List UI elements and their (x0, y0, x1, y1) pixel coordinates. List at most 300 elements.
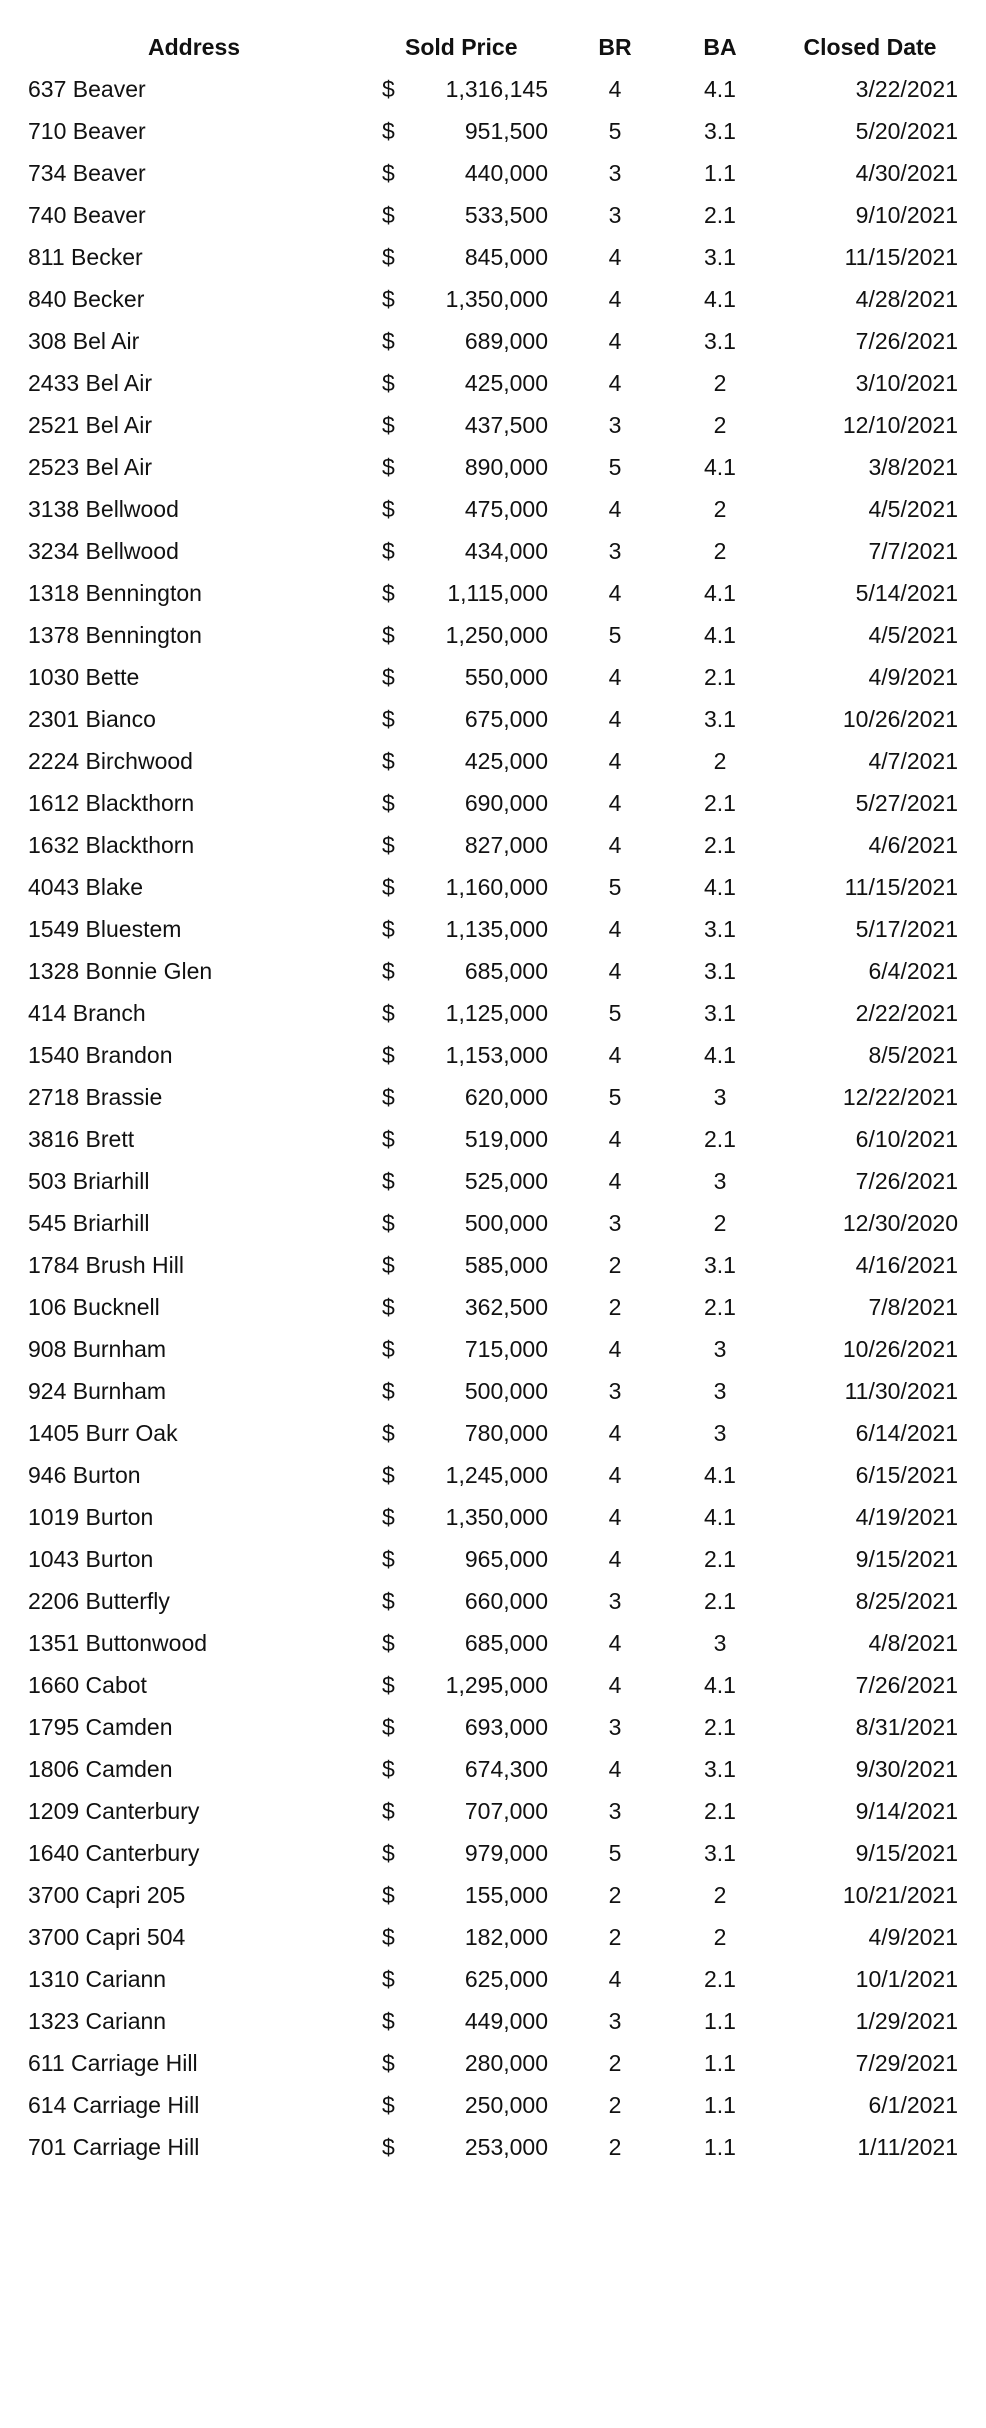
currency-symbol: $ (382, 202, 395, 228)
closed-date-cell: 5/27/2021 (855, 790, 958, 816)
closed-date-cell: 7/29/2021 (855, 2050, 958, 2076)
br-cell: 4 (608, 664, 622, 690)
ba-cell: 2.1 (704, 1294, 736, 1320)
currency-symbol: $ (382, 2050, 395, 2076)
header-ba: BA (703, 34, 737, 60)
sold-price-cell: 689,000 (464, 328, 548, 354)
sold-price-cell: 707,000 (464, 1798, 548, 1824)
table-row (0, 362, 986, 404)
table-row (0, 1286, 986, 1328)
currency-symbol: $ (382, 1294, 395, 1320)
table-row (0, 1034, 986, 1076)
ba-cell: 2.1 (704, 1588, 736, 1614)
br-cell: 2 (608, 1294, 622, 1320)
table-row (0, 320, 986, 362)
closed-date-cell: 12/22/2021 (842, 1084, 958, 1110)
currency-symbol: $ (382, 1546, 395, 1572)
closed-date-cell: 2/22/2021 (855, 1000, 958, 1026)
currency-symbol: $ (382, 328, 395, 354)
address-cell: 414 Branch (28, 1000, 146, 1026)
ba-cell: 2.1 (704, 1966, 736, 1992)
br-cell: 5 (608, 454, 622, 480)
currency-symbol: $ (382, 2092, 395, 2118)
table-row (0, 1412, 986, 1454)
table-row (0, 68, 986, 110)
address-cell: 2206 Butterfly (28, 1588, 170, 1614)
currency-symbol: $ (382, 370, 395, 396)
address-cell: 1318 Bennington (28, 580, 202, 606)
sold-price-cell: 979,000 (464, 1840, 548, 1866)
closed-date-cell: 3/8/2021 (868, 454, 958, 480)
br-cell: 4 (608, 790, 622, 816)
closed-date-cell: 12/10/2021 (842, 412, 958, 438)
br-cell: 4 (608, 580, 622, 606)
ba-cell: 3.1 (704, 1840, 736, 1866)
br-cell: 4 (608, 1756, 622, 1782)
table-row (0, 698, 986, 740)
address-cell: 2224 Birchwood (28, 748, 193, 774)
address-cell: 308 Bel Air (28, 328, 140, 354)
currency-symbol: $ (382, 958, 395, 984)
currency-symbol: $ (382, 496, 395, 522)
sold-price-cell: 449,000 (464, 2008, 548, 2034)
currency-symbol: $ (382, 1630, 395, 1656)
ba-cell: 1.1 (704, 2092, 736, 2118)
address-cell: 1019 Burton (28, 1504, 154, 1530)
ba-cell: 1.1 (704, 2134, 736, 2160)
sold-price-cell: 685,000 (464, 958, 548, 984)
ba-cell: 2.1 (704, 1126, 736, 1152)
sold-price-cell: 585,000 (464, 1252, 548, 1278)
table-row (0, 1202, 986, 1244)
sold-price-cell: 625,000 (464, 1966, 548, 1992)
currency-symbol: $ (382, 1210, 395, 1236)
address-cell: 2718 Brassie (28, 1084, 163, 1110)
currency-symbol: $ (382, 286, 395, 312)
table-body (0, 68, 986, 2168)
closed-date-cell: 6/15/2021 (855, 1462, 958, 1488)
currency-symbol: $ (382, 1042, 395, 1068)
sold-price-cell: 685,000 (464, 1630, 548, 1656)
sold-price-cell: 1,160,000 (445, 874, 548, 900)
currency-symbol: $ (382, 1966, 395, 1992)
address-cell: 2301 Bianco (28, 706, 156, 732)
currency-symbol: $ (382, 1336, 395, 1362)
table-row (0, 530, 986, 572)
address-cell: 811 Becker (28, 244, 143, 270)
ba-cell: 3 (713, 1420, 727, 1446)
table-row (0, 1118, 986, 1160)
address-cell: 908 Burnham (28, 1336, 167, 1362)
br-cell: 3 (608, 1588, 622, 1614)
address-cell: 740 Beaver (28, 202, 146, 228)
table-row (0, 908, 986, 950)
br-cell: 2 (608, 2050, 622, 2076)
sold-price-cell: 1,153,000 (445, 1042, 548, 1068)
closed-date-cell: 6/14/2021 (855, 1420, 958, 1446)
currency-symbol: $ (382, 1504, 395, 1530)
closed-date-cell: 11/30/2021 (844, 1378, 958, 1404)
closed-date-cell: 7/8/2021 (868, 1294, 958, 1320)
closed-date-cell: 4/28/2021 (855, 286, 958, 312)
address-cell: 3700 Capri 205 (28, 1882, 186, 1908)
currency-symbol: $ (382, 1420, 395, 1446)
table-row (0, 1874, 986, 1916)
currency-symbol: $ (382, 1672, 395, 1698)
closed-date-cell: 11/15/2021 (844, 244, 958, 270)
closed-date-cell: 4/19/2021 (855, 1504, 958, 1530)
closed-date-cell: 4/30/2021 (855, 160, 958, 186)
closed-date-cell: 10/26/2021 (842, 706, 958, 732)
ba-cell: 2.1 (704, 832, 736, 858)
br-cell: 4 (608, 958, 622, 984)
sold-price-cell: 620,000 (464, 1084, 548, 1110)
table-row (0, 1328, 986, 1370)
sold-price-cell: 1,350,000 (445, 286, 548, 312)
closed-date-cell: 1/11/2021 (857, 2134, 958, 2160)
closed-date-cell: 4/9/2021 (868, 664, 958, 690)
currency-symbol: $ (382, 1840, 395, 1866)
ba-cell: 4.1 (704, 622, 736, 648)
sold-price-cell: 1,350,000 (445, 1504, 548, 1530)
br-cell: 5 (608, 1840, 622, 1866)
sold-price-cell: 827,000 (464, 832, 548, 858)
ba-cell: 2 (713, 1882, 727, 1908)
sold-price-cell: 434,000 (464, 538, 548, 564)
address-cell: 3138 Bellwood (28, 496, 179, 522)
ba-cell: 3.1 (704, 958, 736, 984)
closed-date-cell: 9/30/2021 (855, 1756, 958, 1782)
closed-date-cell: 4/6/2021 (868, 832, 958, 858)
currency-symbol: $ (382, 622, 395, 648)
address-cell: 1612 Blackthorn (28, 790, 195, 816)
address-cell: 734 Beaver (28, 160, 146, 186)
sold-price-cell: 525,000 (464, 1168, 548, 1194)
br-cell: 3 (608, 1714, 622, 1740)
address-cell: 1328 Bonnie Glen (28, 958, 213, 984)
sold-price-cell: 1,250,000 (445, 622, 548, 648)
closed-date-cell: 6/10/2021 (855, 1126, 958, 1152)
address-cell: 106 Bucknell (28, 1294, 160, 1320)
br-cell: 3 (608, 1378, 622, 1404)
br-cell: 4 (608, 1420, 622, 1446)
currency-symbol: $ (382, 2008, 395, 2034)
sold-price-cell: 182,000 (464, 1924, 548, 1950)
table-row (0, 950, 986, 992)
address-cell: 503 Briarhill (28, 1168, 150, 1194)
br-cell: 4 (608, 496, 622, 522)
closed-date-cell: 11/15/2021 (844, 874, 958, 900)
closed-date-cell: 12/30/2020 (842, 1210, 958, 1236)
address-cell: 637 Beaver (28, 76, 146, 102)
br-cell: 3 (608, 160, 622, 186)
br-cell: 3 (608, 538, 622, 564)
br-cell: 4 (608, 1546, 622, 1572)
spreadsheet-table (0, 26, 986, 2168)
currency-symbol: $ (382, 1126, 395, 1152)
closed-date-cell: 5/20/2021 (855, 118, 958, 144)
currency-symbol: $ (382, 748, 395, 774)
br-cell: 3 (608, 1210, 622, 1236)
br-cell: 2 (608, 2134, 622, 2160)
br-cell: 4 (608, 328, 622, 354)
currency-symbol: $ (382, 790, 395, 816)
address-cell: 2521 Bel Air (28, 412, 153, 438)
table-row (0, 2042, 986, 2084)
ba-cell: 2.1 (704, 664, 736, 690)
address-cell: 3816 Brett (28, 1126, 135, 1152)
sold-price-cell: 253,000 (464, 2134, 548, 2160)
address-cell: 3700 Capri 504 (28, 1924, 186, 1950)
ba-cell: 4.1 (704, 874, 736, 900)
address-cell: 2433 Bel Air (28, 370, 153, 396)
sold-price-cell: 155,000 (464, 1882, 548, 1908)
closed-date-cell: 10/26/2021 (842, 1336, 958, 1362)
closed-date-cell: 4/5/2021 (868, 496, 958, 522)
br-cell: 4 (608, 76, 622, 102)
address-cell: 3234 Bellwood (28, 538, 179, 564)
br-cell: 2 (608, 2092, 622, 2118)
ba-cell: 4.1 (704, 286, 736, 312)
ba-cell: 2 (713, 412, 727, 438)
table-row (0, 1958, 986, 2000)
address-cell: 946 Burton (28, 1462, 141, 1488)
sold-price-cell: 1,316,145 (445, 76, 548, 102)
table-row (0, 740, 986, 782)
address-cell: 1660 Cabot (28, 1672, 147, 1698)
table-row (0, 152, 986, 194)
br-cell: 4 (608, 1630, 622, 1656)
currency-symbol: $ (382, 1798, 395, 1824)
ba-cell: 2 (713, 496, 727, 522)
table-row (0, 656, 986, 698)
currency-symbol: $ (382, 1756, 395, 1782)
ba-cell: 3 (713, 1168, 727, 1194)
ba-cell: 2.1 (704, 1714, 736, 1740)
table-row (0, 488, 986, 530)
ba-cell: 4.1 (704, 76, 736, 102)
closed-date-cell: 7/26/2021 (855, 328, 958, 354)
currency-symbol: $ (382, 1462, 395, 1488)
br-cell: 2 (608, 1252, 622, 1278)
closed-date-cell: 9/15/2021 (855, 1546, 958, 1572)
table-row (0, 866, 986, 908)
br-cell: 4 (608, 286, 622, 312)
table-row (0, 2000, 986, 2042)
closed-date-cell: 8/25/2021 (855, 1588, 958, 1614)
br-cell: 4 (608, 1126, 622, 1152)
br-cell: 5 (608, 1084, 622, 1110)
ba-cell: 2.1 (704, 202, 736, 228)
ba-cell: 3.1 (704, 1252, 736, 1278)
closed-date-cell: 9/14/2021 (855, 1798, 958, 1824)
br-cell: 4 (608, 244, 622, 270)
br-cell: 4 (608, 748, 622, 774)
sold-price-cell: 440,000 (464, 160, 548, 186)
sold-price-cell: 1,135,000 (445, 916, 548, 942)
currency-symbol: $ (382, 538, 395, 564)
currency-symbol: $ (382, 706, 395, 732)
currency-symbol: $ (382, 118, 395, 144)
closed-date-cell: 7/26/2021 (855, 1672, 958, 1698)
ba-cell: 3.1 (704, 328, 736, 354)
address-cell: 1549 Bluestem (28, 916, 182, 942)
ba-cell: 3 (713, 1378, 727, 1404)
table-row (0, 1076, 986, 1118)
br-cell: 4 (608, 1042, 622, 1068)
address-cell: 1405 Burr Oak (28, 1420, 178, 1446)
closed-date-cell: 8/5/2021 (868, 1042, 958, 1068)
br-cell: 4 (608, 1462, 622, 1488)
closed-date-cell: 3/10/2021 (855, 370, 958, 396)
closed-date-cell: 8/31/2021 (855, 1714, 958, 1740)
closed-date-cell: 9/15/2021 (855, 1840, 958, 1866)
table-row (0, 782, 986, 824)
table-row (0, 1706, 986, 1748)
closed-date-cell: 4/8/2021 (868, 1630, 958, 1656)
table-row (0, 1370, 986, 1412)
sold-price-cell: 1,115,000 (447, 580, 548, 606)
closed-date-cell: 1/29/2021 (855, 2008, 958, 2034)
address-cell: 710 Beaver (28, 118, 146, 144)
address-cell: 1310 Cariann (28, 1966, 167, 1992)
ba-cell: 3 (713, 1084, 727, 1110)
currency-symbol: $ (382, 2134, 395, 2160)
header-row (0, 26, 986, 68)
currency-symbol: $ (382, 664, 395, 690)
sold-price-cell: 845,000 (464, 244, 548, 270)
table-row (0, 1244, 986, 1286)
closed-date-cell: 7/7/2021 (868, 538, 958, 564)
sold-price-cell: 951,500 (464, 118, 548, 144)
currency-symbol: $ (382, 160, 395, 186)
sold-price-cell: 250,000 (464, 2092, 548, 2118)
sold-price-cell: 550,000 (464, 664, 548, 690)
currency-symbol: $ (382, 1714, 395, 1740)
ba-cell: 2.1 (704, 1546, 736, 1572)
table-row (0, 236, 986, 278)
sold-price-cell: 690,000 (464, 790, 548, 816)
address-cell: 1351 Buttonwood (28, 1630, 208, 1656)
br-cell: 4 (608, 1168, 622, 1194)
ba-cell: 1.1 (704, 2008, 736, 2034)
br-cell: 4 (608, 1336, 622, 1362)
address-cell: 924 Burnham (28, 1378, 167, 1404)
sold-price-cell: 437,500 (464, 412, 548, 438)
table-row (0, 1790, 986, 1832)
ba-cell: 2 (713, 748, 727, 774)
br-cell: 4 (608, 1672, 622, 1698)
address-cell: 1540 Brandon (28, 1042, 173, 1068)
currency-symbol: $ (382, 1168, 395, 1194)
sold-price-cell: 500,000 (464, 1378, 548, 1404)
br-cell: 3 (608, 1798, 622, 1824)
closed-date-cell: 6/1/2021 (868, 2092, 958, 2118)
table-row (0, 194, 986, 236)
sold-price-cell: 425,000 (464, 748, 548, 774)
br-cell: 3 (608, 202, 622, 228)
table-row (0, 614, 986, 656)
currency-symbol: $ (382, 454, 395, 480)
address-cell: 1030 Bette (28, 664, 140, 690)
table-row (0, 1664, 986, 1706)
address-cell: 1795 Camden (28, 1714, 173, 1740)
address-cell: 545 Briarhill (28, 1210, 150, 1236)
currency-symbol: $ (382, 1378, 395, 1404)
header-sold-price: Sold Price (405, 34, 518, 60)
sold-price-cell: 1,295,000 (445, 1672, 548, 1698)
currency-symbol: $ (382, 1924, 395, 1950)
br-cell: 5 (608, 118, 622, 144)
table-row (0, 572, 986, 614)
closed-date-cell: 10/21/2021 (842, 1882, 958, 1908)
ba-cell: 2 (713, 370, 727, 396)
sold-price-cell: 533,500 (464, 202, 548, 228)
br-cell: 3 (608, 2008, 622, 2034)
ba-cell: 3 (713, 1336, 727, 1362)
closed-date-cell: 10/1/2021 (855, 1966, 958, 1992)
header-closed-date: Closed Date (803, 34, 937, 60)
ba-cell: 2 (713, 538, 727, 564)
address-cell: 701 Carriage Hill (28, 2134, 200, 2160)
address-cell: 1209 Canterbury (28, 1798, 200, 1824)
br-cell: 4 (608, 370, 622, 396)
table-row (0, 1832, 986, 1874)
table-row (0, 1454, 986, 1496)
sold-price-cell: 1,125,000 (445, 1000, 548, 1026)
address-cell: 1323 Cariann (28, 2008, 167, 2034)
currency-symbol: $ (382, 244, 395, 270)
closed-date-cell: 9/10/2021 (855, 202, 958, 228)
sold-price-cell: 674,300 (464, 1756, 548, 1782)
address-cell: 840 Becker (28, 286, 145, 312)
ba-cell: 3.1 (704, 1756, 736, 1782)
ba-cell: 1.1 (704, 2050, 736, 2076)
ba-cell: 3.1 (704, 244, 736, 270)
address-cell: 1378 Bennington (28, 622, 202, 648)
sold-price-cell: 715,000 (464, 1336, 548, 1362)
ba-cell: 3.1 (704, 1000, 736, 1026)
br-cell: 4 (608, 1966, 622, 1992)
address-cell: 1784 Brush Hill (28, 1252, 184, 1278)
sold-price-cell: 890,000 (464, 454, 548, 480)
address-cell: 2523 Bel Air (28, 454, 153, 480)
address-cell: 1632 Blackthorn (28, 832, 195, 858)
br-cell: 5 (608, 622, 622, 648)
currency-symbol: $ (382, 580, 395, 606)
br-cell: 3 (608, 412, 622, 438)
br-cell: 2 (608, 1882, 622, 1908)
ba-cell: 2.1 (704, 790, 736, 816)
currency-symbol: $ (382, 832, 395, 858)
br-cell: 5 (608, 1000, 622, 1026)
table-row (0, 824, 986, 866)
table-row (0, 1496, 986, 1538)
ba-cell: 2 (713, 1210, 727, 1236)
currency-symbol: $ (382, 1000, 395, 1026)
br-cell: 4 (608, 916, 622, 942)
closed-date-cell: 6/4/2021 (868, 958, 958, 984)
currency-symbol: $ (382, 1252, 395, 1278)
table-row (0, 2084, 986, 2126)
sold-price-cell: 280,000 (464, 2050, 548, 2076)
table-row (0, 1160, 986, 1202)
currency-symbol: $ (382, 412, 395, 438)
currency-symbol: $ (382, 76, 395, 102)
currency-symbol: $ (382, 916, 395, 942)
ba-cell: 4.1 (704, 580, 736, 606)
address-cell: 1043 Burton (28, 1546, 154, 1572)
